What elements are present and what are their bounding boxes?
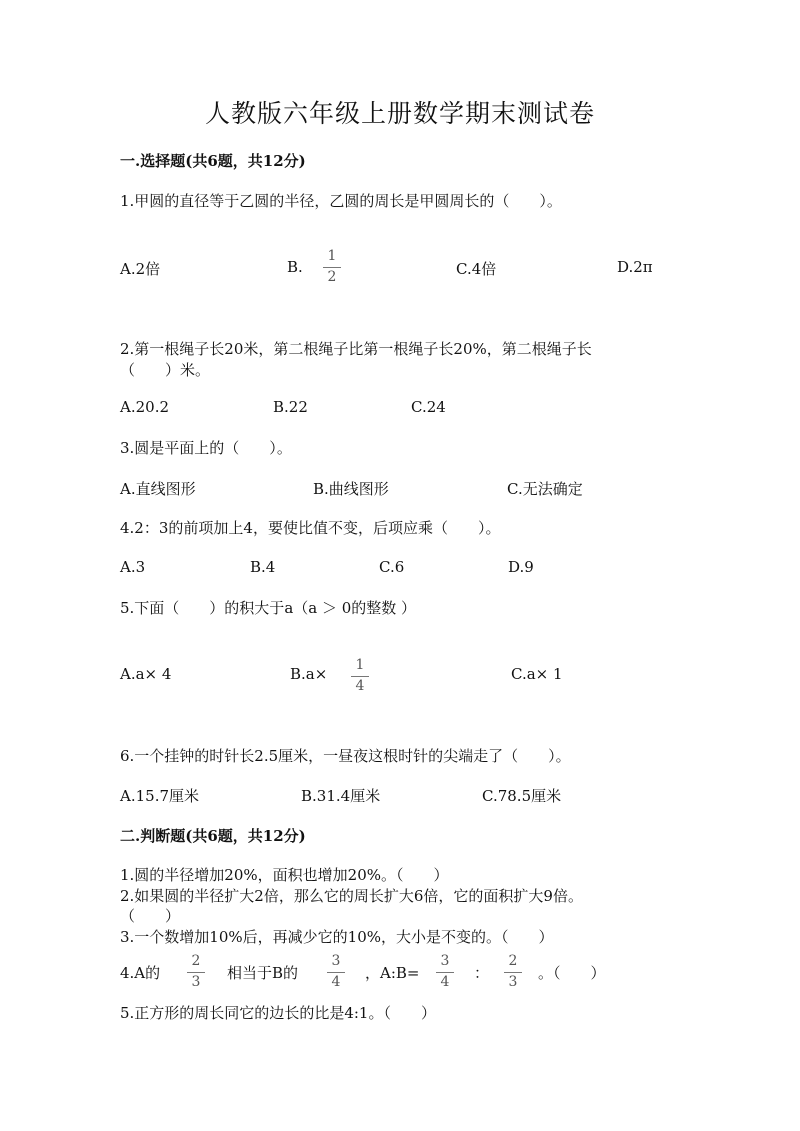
fraction-denominator: 4 (440, 974, 450, 990)
judgement-4-fraction-4 (502, 954, 524, 991)
judgement-4-part2: 相当于B的 (227, 964, 299, 982)
question-2-stem-line2: （ ）米。 (120, 361, 211, 379)
page-title: 人教版六年级上册数学期末测试卷 (204, 99, 595, 128)
question-1-stem: 1.甲圆的直径等于乙圆的半径，乙圆的周长是甲圆周长的（ ）。 (120, 192, 562, 210)
q4-option-a: A.3 (120, 558, 146, 576)
judgement-4-fraction-2 (325, 954, 347, 991)
section-heading-judgement: 二.判断题(共6题，共12分) (120, 827, 306, 845)
judgement-2-line2: （ ） (120, 907, 181, 925)
fraction-denominator: 4 (355, 678, 365, 694)
judgement-4-part1: 4.A的 (120, 964, 161, 982)
q3-option-b: B.曲线图形 (313, 480, 389, 498)
judgement-4-fraction-3 (434, 954, 456, 991)
q1-option-b-fraction (321, 249, 343, 286)
judgement-1: 1.圆的半径增加20%，面积也增加20%。（ ） (120, 866, 449, 884)
question-4-stem: 4.2：3的前项加上4，要使比值不变，后项应乘（ ）。 (120, 519, 501, 537)
judgement-5: 5.正方形的周长同它的边长的比是4:1。（ ） (120, 1004, 436, 1022)
q6-option-b: B.31.4厘米 (301, 787, 381, 805)
q1-option-c: C.4倍 (456, 260, 497, 278)
fraction-numerator: 2 (191, 953, 201, 969)
judgement-4-part5: 。（ ） (538, 964, 606, 982)
q6-option-a: A.15.7厘米 (120, 787, 199, 805)
fraction-denominator: 3 (191, 974, 201, 990)
judgement-3: 3.一个数增加10%后，再减少它的10%，大小是不变的。（ ） (120, 928, 554, 946)
question-2-stem-line1: 2.第一根绳子长20米，第二根绳子比第一根绳子长20%，第二根绳子长 (120, 340, 592, 358)
fraction-numerator: 2 (508, 953, 518, 969)
fraction-numerator: 3 (440, 953, 450, 969)
fraction-bar (323, 267, 341, 268)
fraction-bar (187, 972, 205, 973)
fraction-denominator: 2 (327, 269, 337, 285)
fraction-numerator: 3 (331, 953, 341, 969)
question-6-stem: 6.一个挂钟的时针长2.5厘米，一昼夜这根时针的尖端走了（ ）。 (120, 747, 571, 765)
judgement-2-line1: 2.如果圆的半径扩大2倍，那么它的周长扩大6倍，它的面积扩大9倍。 (120, 887, 583, 905)
q2-option-a: A.20.2 (120, 398, 169, 416)
fraction-bar (504, 972, 522, 973)
q1-option-d: D.2π (617, 258, 653, 276)
section-heading-choice: 一.选择题(共6题，共12分) (120, 152, 306, 170)
fraction-bar (436, 972, 454, 973)
q3-option-a: A.直线图形 (120, 480, 196, 498)
fraction-bar (351, 676, 369, 677)
q5-option-b: B.a× (290, 665, 328, 683)
q3-option-c: C.无法确定 (507, 480, 583, 498)
fraction-denominator: 4 (331, 974, 341, 990)
judgement-4-part4: ： (474, 964, 490, 982)
q4-option-c: C.6 (379, 558, 405, 576)
fraction-numerator: 1 (327, 248, 337, 264)
fraction-bar (327, 972, 345, 973)
q1-option-b: B. (287, 258, 303, 276)
q4-option-b: B.4 (250, 558, 276, 576)
q1-option-a: A.2倍 (120, 260, 161, 278)
question-5-stem: 5.下面（ ）的积大于a（a ＞ 0的整数 ） (120, 599, 417, 617)
q2-option-c: C.24 (411, 398, 446, 416)
q2-option-b: B.22 (273, 398, 308, 416)
q5-option-a: A.a× 4 (120, 665, 172, 683)
q5-option-c: C.a× 1 (511, 665, 563, 683)
q4-option-d: D.9 (508, 558, 534, 576)
question-3-stem: 3.圆是平面上的（ ）。 (120, 439, 292, 457)
judgement-4-fraction-1 (185, 954, 207, 991)
q5-option-b-fraction (349, 658, 371, 695)
q6-option-c: C.78.5厘米 (482, 787, 562, 805)
fraction-denominator: 3 (508, 974, 518, 990)
judgement-4-part3: ，A:B= (365, 964, 420, 982)
fraction-numerator: 1 (355, 657, 365, 673)
